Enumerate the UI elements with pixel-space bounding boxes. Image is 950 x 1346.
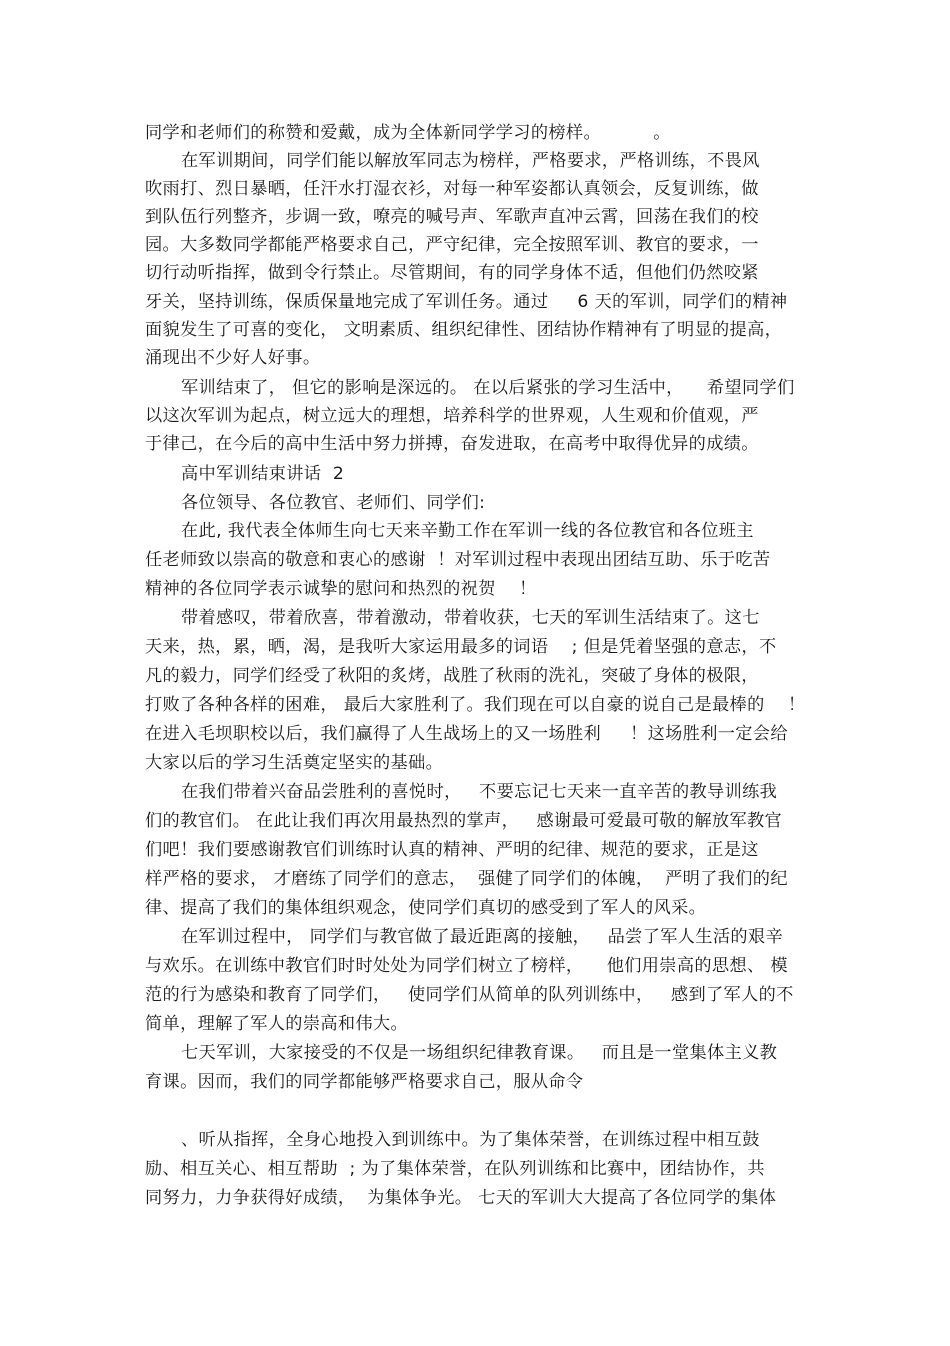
text-line: 励、相互关心、相互帮助 ; 为了集体荣誉，在队列训练和比赛中，团结协作，共 bbox=[145, 1159, 765, 1179]
text-line: 同学和老师们的称赞和爱戴，成为全体新同学学习的榜样。 。 bbox=[145, 123, 671, 143]
text-line: 七天军训，大家接受的不仅是一场组织纪律教育课。 而且是一堂集体主义教 bbox=[181, 1043, 778, 1063]
text-line: 以这次军训为起点，树立远大的理想，培养科学的世界观，人生观和价值观，严 bbox=[145, 406, 759, 426]
text-line: 在军训期间，同学们能以解放军同志为榜样，严格要求，严格训练，不畏风 bbox=[181, 151, 760, 171]
text-line: 同努力，力争获得好成绩， 为集体争光。 七天的军训大大提高了各位同学的集体 bbox=[145, 1188, 777, 1208]
text-line: 任老师致以崇高的敬意和衷心的感谢 ！对军训过程中表现出团结互助、乐于吃苦 bbox=[145, 550, 771, 570]
text-line: 们吧！我们要感谢教官们训练时认真的精神、严明的纪律、规范的要求，正是这 bbox=[145, 840, 759, 860]
section-heading: 高中军训结束讲话 2 bbox=[181, 464, 345, 484]
text-line: 面貌发生了可喜的变化， 文明素质、组织纪律性、团结协作精神有了明显的提高， bbox=[145, 320, 783, 340]
text-line: 在军训过程中， 同学们与教官做了最近距离的接触， 品尝了军人生活的艰辛 bbox=[181, 927, 783, 947]
text-line: 样严格的要求， 才磨练了同学们的意志， 强健了同学们的体魄， 严明了我们的纪 bbox=[145, 869, 788, 889]
text-line: 打败了各种各样的困难， 最后大家胜利了。我们现在可以自豪的说自己是最棒的 ！ bbox=[145, 695, 806, 715]
text-line: 园。大多数同学都能严格要求自己，严守纪律，完全按照军训、教官的要求，一 bbox=[145, 235, 759, 255]
text-line: 们的教官们。 在此让我们再次用最热烈的掌声， 感谢最可爱最可敬的解放军教官 bbox=[145, 811, 783, 831]
text-line: 切行动听指挥，做到令行禁止。尽管期间，有的同学身体不适，但他们仍然咬紧 bbox=[145, 263, 759, 283]
text-line: 、听从指挥，全身心地投入到训练中。为了集体荣誉，在训练过程中相互鼓 bbox=[181, 1130, 760, 1150]
text-line: 天来，热，累，晒，渴，是我听大家运用最多的词语 ; 但是凭着坚强的意志，不 bbox=[145, 637, 777, 657]
text-line: 范的行为感染和教育了同学们， 使同学们从简单的队列训练中， 感到了军人的不 bbox=[145, 985, 794, 1005]
text-line: 带着感叹，带着欣喜，带着激动，带着收获，七天的军训生活结束了。这七 bbox=[181, 608, 760, 628]
text-line: 育课。因而，我们的同学都能够严格要求自己，服从命令 bbox=[145, 1072, 584, 1092]
text-line: 在我们带着兴奋品尝胜利的喜悦时， 不要忘记七天来一直辛苦的教导训练我 bbox=[181, 782, 778, 802]
text-line: 吹雨打、烈日暴晒，任汗水打湿衣衫，对每一种军姿都认真领会，反复训练，做 bbox=[145, 179, 759, 199]
text-line: 凡的毅力，同学们经受了秋阳的炙烤，战胜了秋雨的洗礼，突破了身体的极限， bbox=[145, 666, 759, 686]
text-line: 大家以后的学习生活奠定坚实的基础。 bbox=[145, 753, 444, 773]
text-line: 在进入毛坝职校以后，我们赢得了人生战场上的又一场胜利 ！这场胜利一定会给 bbox=[145, 724, 788, 744]
text-line: 涌现出不少好人好事。 bbox=[145, 348, 321, 368]
text-line: 到队伍行列整齐，步调一致，嘹亮的喊号声、军歌声直冲云霄，回荡在我们的校 bbox=[145, 207, 759, 227]
text-line: 与欢乐。在训练中教官们时时处处为同学们树立了榜样， 他们用崇高的思想、 模 bbox=[145, 956, 788, 976]
salutation: 各位领导、各位教官、老师们、同学们: bbox=[181, 493, 486, 513]
text-line: 简单，理解了军人的崇高和伟大。 bbox=[145, 1014, 409, 1034]
text-line: 牙关，坚持训练，保质保量地完成了军训任务。通过 6 天的军训，同学们的精神 bbox=[145, 292, 788, 312]
text-line: 于律己，在今后的高中生活中努力拼搏，奋发进取，在高考中取得优异的成绩。 bbox=[145, 434, 759, 454]
text-line: 律、提高了我们的集体组织观念，使同学们真切的感受到了军人的风采。 bbox=[145, 898, 707, 918]
text-line: 精神的各位同学表示诚挚的慰问和热烈的祝贺 ！ bbox=[145, 579, 537, 599]
text-line: 军训结束了， 但它的影响是深远的。 在以后紧张的学习生活中， 希望同学们 bbox=[181, 378, 795, 398]
text-line: 在此, 我代表全体师生向七天来辛勤工作在军训一线的各位教官和各位班主 bbox=[181, 521, 754, 541]
